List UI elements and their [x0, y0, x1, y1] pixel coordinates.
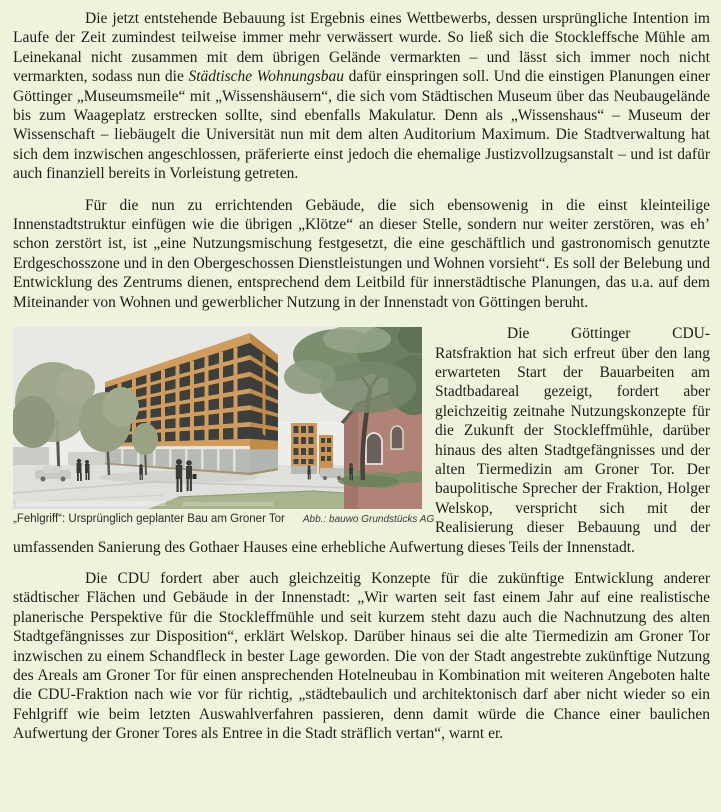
paragraph-1-text-cont: dafür einspringen soll. Und die einstigen Planungen einer Göttinger „Museumsmeile“ mit „Wissenshäusern“, die sich vom Städtischen Museum über das Neubaugelände bis zum Waageplatz erstrecken sollte, sind ebenfalls Makulatur. Denn als „Wissenshaus“ – Museum der Wissenschaft – liebäugelt die Universität nun mit dem alten Auditorium Maximum. Die Stadtverwaltung hat sich dem inzwischen angeschlossen, präferierte einst jedoch die ehemalige Justizvollzugsanstalt – und ist dafür auch finanziell bereits in Vorleistung getreten. [13, 68, 710, 183]
paragraph-1-text: Die jetzt entstehende Bebauung ist Ergebnis eines Wettbewerbs, dessen ursprüngliche Intention im Laufe der Zeit zumindest teilweise immer mehr verwässert wurde. So ließ sich die Stockleffsche Mühle am Leinekanal nicht zusammen mit dem übrigen Gelände vermarkten – und lässt sich immer noch nicht vermarkten, sodass nun die [13, 10, 710, 86]
figure-credit: Abb.: bauwo Grundstücks AG [302, 514, 435, 526]
figure-caption: „Fehlgriff“: Ursprünglich geplanter Bau am Groner Tor [13, 513, 285, 526]
paragraph-1 [13, 9, 710, 184]
figure-caption-row [13, 512, 435, 527]
paragraph-1-italic-phrase: Städtische Wohnungsbau [188, 68, 345, 86]
building-rendering-photo [13, 327, 422, 509]
article-figure [13, 327, 435, 527]
paragraph-4: Die CDU fordert aber auch gleichzeitig Konzepte für die zukünftige Entwicklung anderer städtischer Flächen und Gebäude in der Innenstadt: „Wir warten seit fast einem Jahr auf eine realistische planerische Perspektive für die Stockleffmühle und seit kurzem steht dazu auch die Nachnutzung des alten Stadtgefängnisses zur Disposition“, erklärt Welskop. Darüber hinaus sei die alte Tiermedizin am Groner Tor inzwischen zu einem Schandfleck in bester Lage geworden. Die von der Stadt angestrebte zukünftige Nutzung des Areals am Groner Tor für einen ansprechenden Hotelneubau in Kombination mit weiteren Angeboten halte die CDU-Fraktion nach wie vor für richtig, „städtebaulich und architektonisch darf aber nicht wieder so ein Fehlgriff wie beim letzten Auswahlverfahren passieren, denn damit würde die Chance einer baulichen Aufwertung der Groner Tores als Entree in die Stadt sträflich vertan“, warnt er. [13, 569, 710, 743]
paragraph-3: Die Göttinger CDU-Ratsfraktion hat sich erfreut über den lang erwarteten Start der Bauarbeiten am Stadtbadareal gezeigt, fordert aber gleichzeitig zeitnahe Nutzungskonzepte für die Zukunft der Stockleffmühle, darüber hinaus des alten Stadtgefängnisses und der alten Tiermedizin am Groner Tor. Der baupolitische Sprecher der Fraktion, Holger Welskop, verspricht sich mit der Realisierung dieser Bebauung und der umfassenden Sanierung des Gothaer Hauses eine erhebliche Aufwertung dieses Teils der Innenstadt. [13, 325, 710, 556]
paragraph-2: Für die nun zu errichtenden Gebäude, die sich ebensowenig in die einst kleinteilige Innenstadtstruktur einfügen wie die übrigen „Klötze“ an dieser Stelle, sondern nur weiter zerstören, was eh’ schon zerstört ist, ist „eine Nutzungsmischung festgesetzt, die eine geschäftlich und gastronomisch genutzte Erdgeschosszone und in den Obergeschossen Dienstleistungen und Wohnen vorsieht“. Es soll der Belebung und Entwicklung des Zentrums dienen, entsprechend dem Leitbild für innerstädtische Planungen, das u.a. auf dem Miteinander von Wohnen und gewerblicher Nutzung in der Innenstadt von Göttingen beruht. [13, 196, 710, 311]
